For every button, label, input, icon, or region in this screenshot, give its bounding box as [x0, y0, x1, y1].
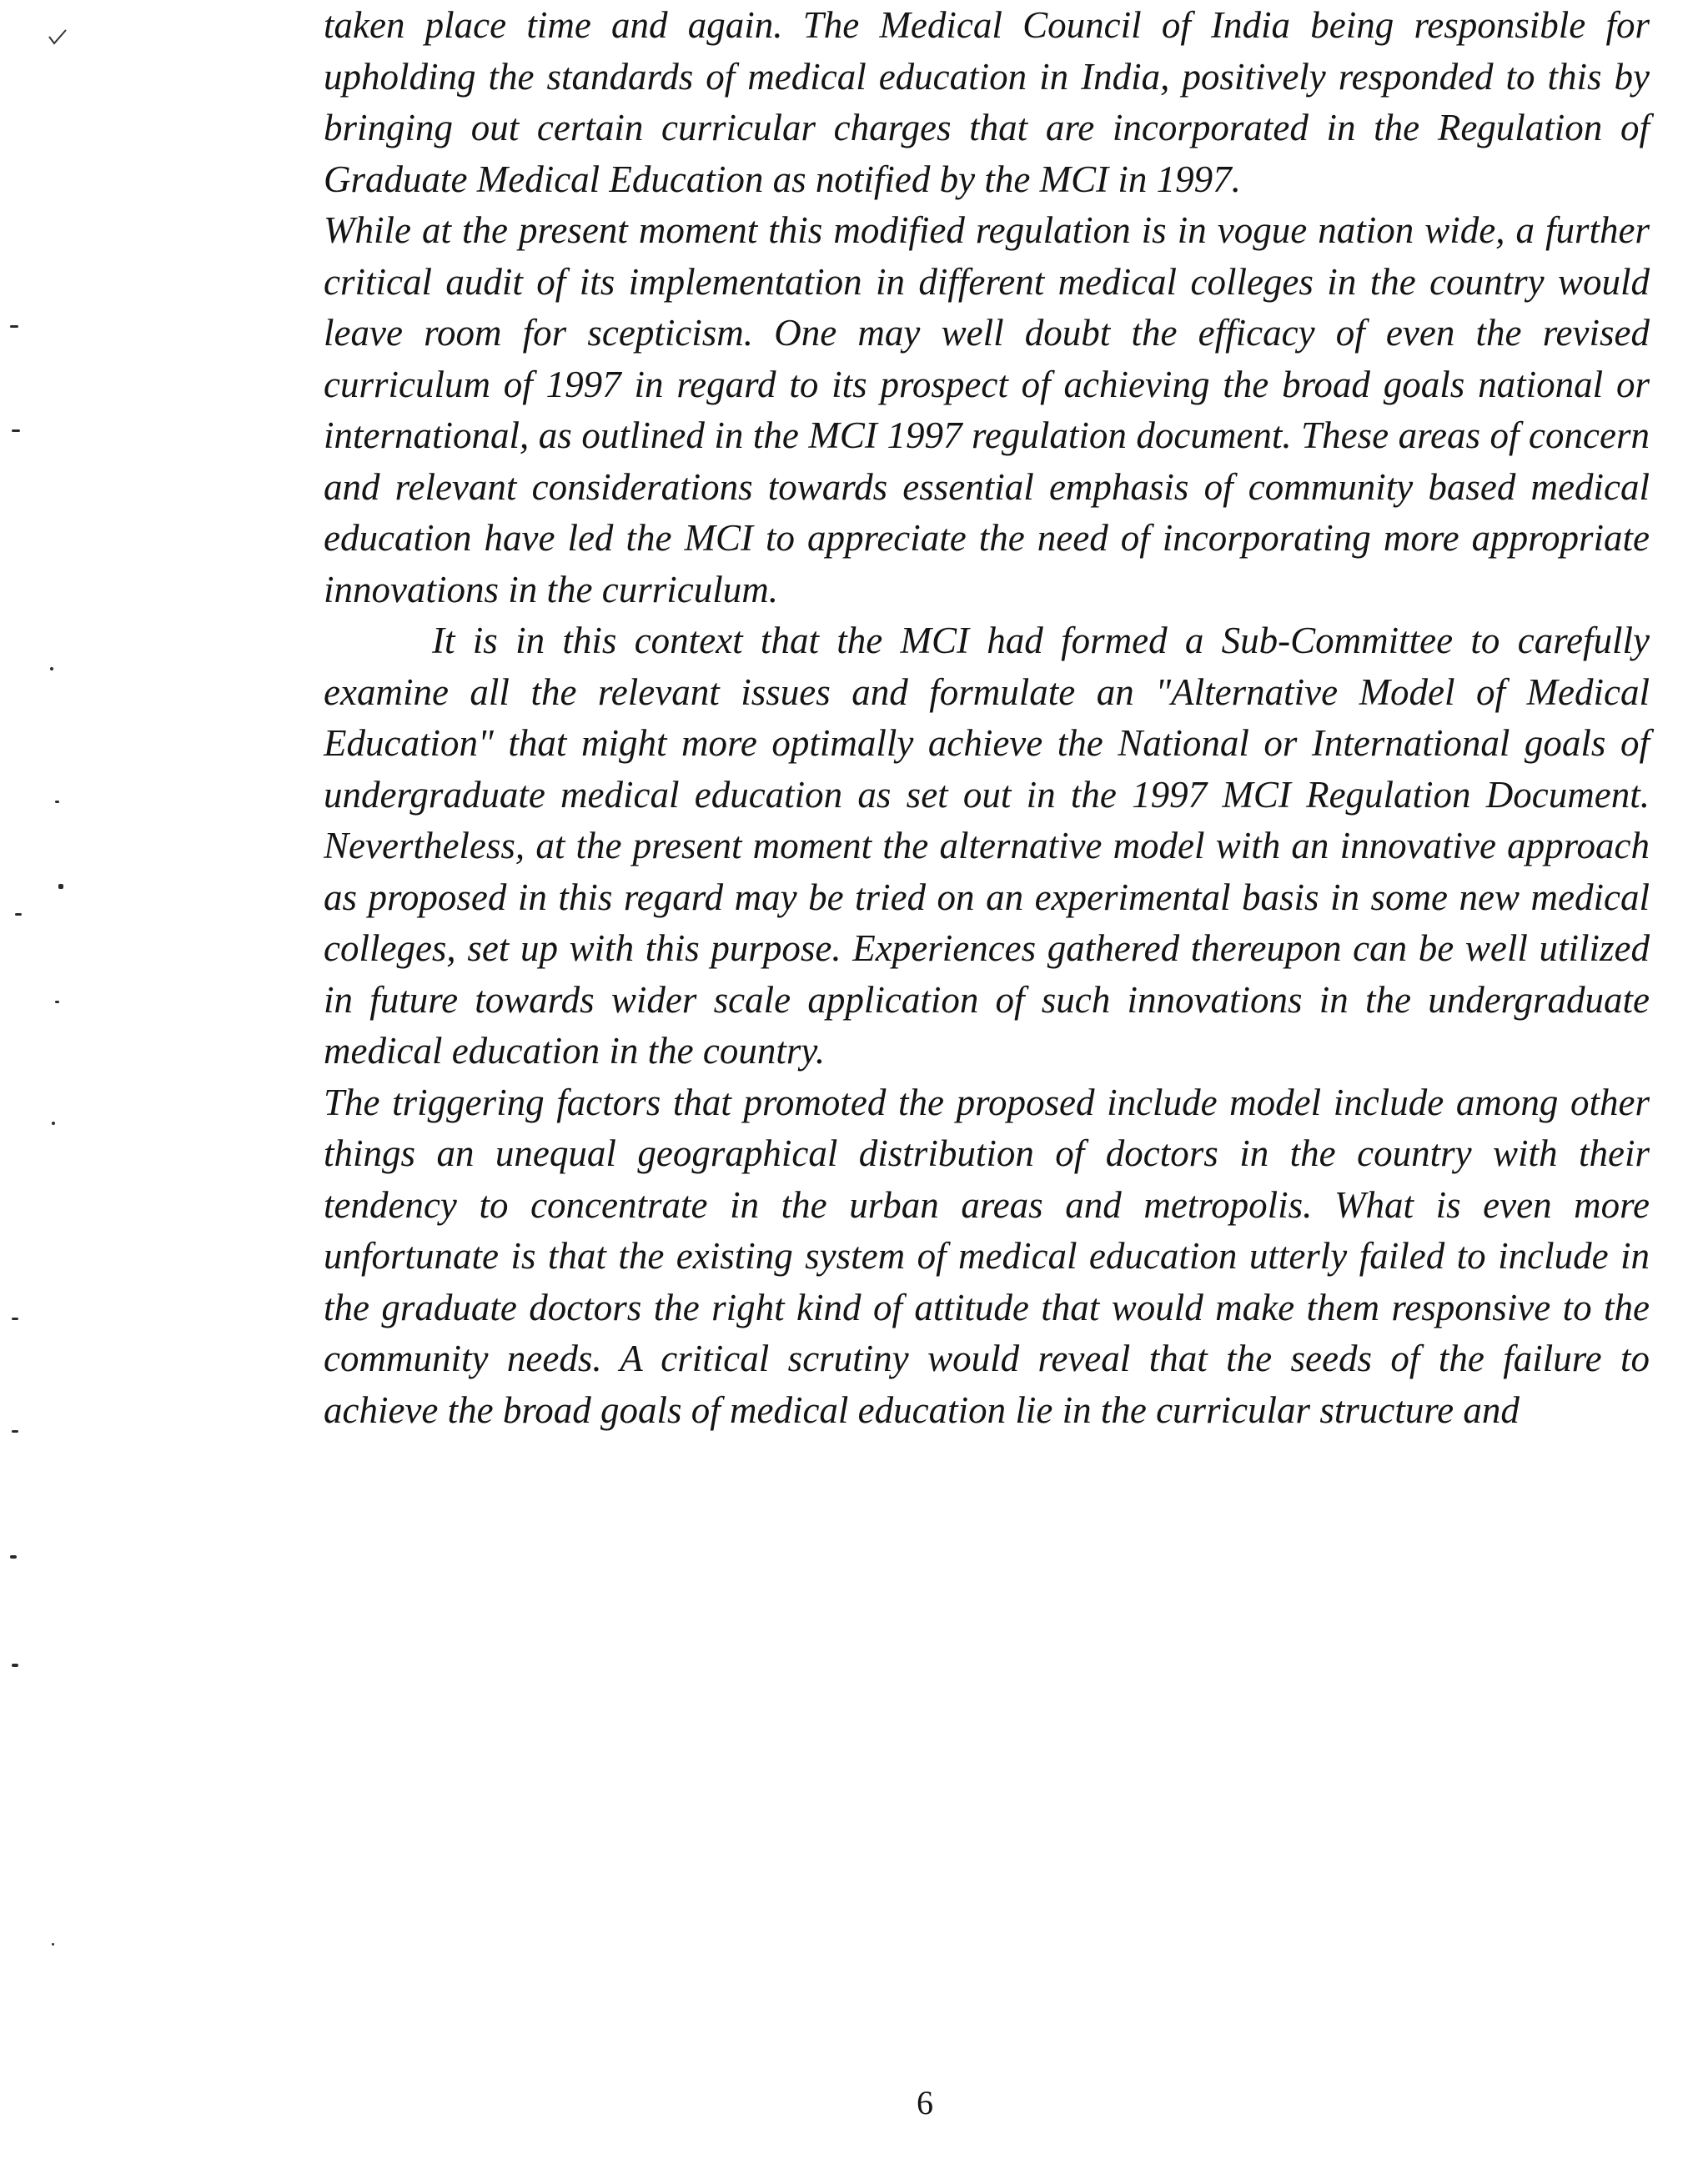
scan-speck [52, 1122, 55, 1125]
scan-mark-icon [46, 25, 71, 50]
paragraph-4: The triggering factors that promoted the proposed include model include among other things an unequal geographical distribution of doctors in the country with their tendency to concentrate in the urban areas and metropolis. What is even more unfortunate is that the existing system of medical education utterly failed to include in the graduate doctors the right kind of attitude that would make them responsive to the community needs. A critical scrutiny would reveal that the seeds of the failure to achieve the broad goals of medical education lie in the curricular structure and [324, 1081, 1650, 1431]
body-text [324, 0, 1650, 1436]
scan-speck [15, 913, 22, 916]
scan-speck [55, 1001, 59, 1003]
scan-speck [12, 1430, 18, 1433]
scan-speck [12, 1318, 18, 1320]
scan-speck [12, 1664, 18, 1667]
scan-speck [58, 884, 63, 889]
scan-speck [12, 429, 20, 432]
scan-speck [55, 801, 59, 803]
scan-speck [50, 667, 53, 670]
paragraph-2: While at the present moment this modified regulation is in vogue nation wide, a further critical audit of its implementation in different medical colleges in the country would leave room for scepticism. One may well doubt the efficacy of even the revised curriculum of 1997 in regard to its prospect of achieving the broad goals national or international, as outlined in the MCI 1997 regulation document. These areas of concern and relevant considerations towards essential emphasis of community based medical education have led the MCI to appreciate the need of incorporating more appropriate innovations in the curriculum. [324, 209, 1650, 610]
scan-speck [10, 1555, 17, 1559]
paragraph-3: It is in this context that the MCI had formed a Sub-Committee to carefully examine all the relevant issues and formulate an "Alternative Model of Medical Education" that might more optimally achieve the National or International goals of undergraduate medical education as set out in the 1997 MCI Regulation Document. Nevertheless, at the present moment the alternative model with an innovative approach as proposed in this regard may be tried on an experimental basis in some new medical colleges, set up with this purpose. Experiences gathered thereupon can be well utilized in future towards wider scale application of such innovations in the undergraduate medical education in the country. [324, 620, 1650, 1072]
page-number: 6 [917, 2084, 933, 2121]
scan-speck [52, 1943, 54, 1946]
scan-speck [10, 325, 18, 328]
paragraph-1: taken place time and again. The Medical Council of India being responsible for upholding the standards of medical education in India, positively responded to this by bringing out certain curricular charges that are incorporated in the Regulation of Graduate Medical Education as notified by the MCI in 1997. [324, 4, 1650, 200]
